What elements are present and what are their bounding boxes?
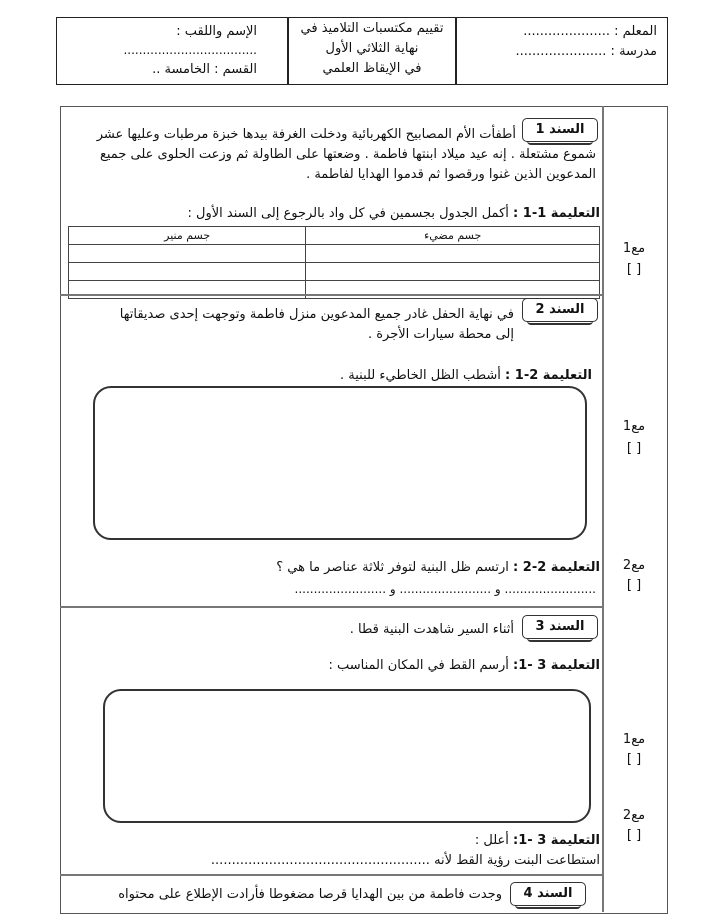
header-divider xyxy=(455,18,457,84)
sanad2-label: السند 2 xyxy=(522,298,598,322)
table-cell[interactable] xyxy=(306,263,600,281)
task2-2-text: ارتسم ظل البنية لتوفر ثلاثة عناصر ما هي ؟ xyxy=(276,560,509,575)
score-bracket[interactable]: [ ] xyxy=(626,262,642,277)
task3-2-label: التعليمة 3 -1: xyxy=(513,833,600,848)
task3-1-label: التعليمة 3 -1: xyxy=(513,658,600,673)
section-divider xyxy=(60,606,602,608)
task1-1 xyxy=(188,206,601,221)
sanad1-line3: المدعوين الذين غنوا ورقصوا ثم قدموا الهدايا لفاطمة . xyxy=(306,167,596,182)
teacher-line: المعلم : ..................... xyxy=(523,24,657,39)
score-criterion: مع1 xyxy=(622,241,646,256)
sanad3-label: السند 3 xyxy=(522,615,598,639)
table-header-row xyxy=(69,227,600,245)
bodies-table xyxy=(68,226,600,299)
header-table xyxy=(56,17,668,85)
score-bracket[interactable]: [ ] xyxy=(626,752,642,767)
sanad4-label: السند 4 xyxy=(510,882,586,906)
table-cell[interactable] xyxy=(69,263,306,281)
task2-1 xyxy=(340,368,592,383)
header-divider xyxy=(287,18,289,84)
sanad3-text: أثناء السير شاهدت البنية قطا . xyxy=(349,622,514,637)
task2-1-text: أشطب الظل الخاطيء للبنية . xyxy=(339,368,501,383)
score-criterion: مع1 xyxy=(622,419,646,434)
task3-2-text: أعلل : xyxy=(474,833,509,848)
section-divider xyxy=(60,874,602,876)
table-row xyxy=(69,263,600,281)
header-teacher-cell xyxy=(457,18,667,84)
score-column-divider xyxy=(602,106,604,912)
task2-2-label: التعليمة 2-2 : xyxy=(513,560,600,575)
score-criterion: مع2 xyxy=(622,808,646,823)
score-bracket[interactable]: [ ] xyxy=(626,828,642,843)
school-line: مدرسة : ...................... xyxy=(515,44,657,59)
score-bracket[interactable]: [ ] xyxy=(626,441,642,456)
sanad1-line1: أطفأت الأم المصابيح الكهربائية ودخلت الغرفة بيدها خبزة مرطبات وعليها عشر xyxy=(96,127,516,142)
score-bracket[interactable]: [ ] xyxy=(626,578,642,593)
table-cell[interactable] xyxy=(306,281,600,299)
table-cell[interactable] xyxy=(69,281,306,299)
table-row xyxy=(69,245,600,263)
cat-drawing-box[interactable] xyxy=(103,689,591,823)
student-name-dots: ................................... xyxy=(123,43,257,57)
task3-2 xyxy=(475,833,600,848)
task2-2 xyxy=(276,560,600,575)
task3-1 xyxy=(328,658,600,673)
header-title-line1: تقييم مكتسبات التلاميذ في xyxy=(300,21,444,36)
task1-1-text: أكمل الجدول بجسمين في كل واد بالرجوع إلى السند الأول : xyxy=(187,206,509,221)
sanad2-line2: إلى محطة سيارات الأجرة . xyxy=(367,327,514,342)
header-student-cell xyxy=(57,18,287,84)
sanad1-line2: شموع مشتعلة . إنه عيد ميلاد ابنتها فاطمة . وضعتها على الطاولة ثم وزعت الحلوى على جميع xyxy=(99,147,596,162)
sanad1-label: السند 1 xyxy=(522,118,598,142)
task1-1-label: التعليمة 1-1 : xyxy=(513,206,600,221)
sanad2-line1: في نهاية الحفل غادر جميع المدعوين منزل فاطمة وتوجهت إحدى صديقاتها xyxy=(119,307,514,322)
col-luminous: جسم مضيء xyxy=(306,227,600,245)
sanad4-text: وجدت فاطمة من بين الهدايا قرصا مضغوطا فأرادت الإطلاع على محتواه xyxy=(118,887,502,902)
col-illuminated: جسم منير xyxy=(69,227,306,245)
header-title-line3: في الإيقاظ العلمي xyxy=(322,61,422,76)
task2-2-blanks[interactable]: ........................ و ........................ و ........................ xyxy=(294,582,596,596)
class-line: القسم : الخامسة .. xyxy=(152,62,257,77)
section-divider xyxy=(60,294,602,296)
task3-2-answer-line[interactable]: استطاعت البنت رؤية القط لأنه ..................................................... xyxy=(210,853,600,868)
table-cell[interactable] xyxy=(69,245,306,263)
header-title-cell xyxy=(289,18,455,84)
score-criterion: مع1 xyxy=(622,732,646,747)
table-cell[interactable] xyxy=(306,245,600,263)
score-criterion: مع2 xyxy=(622,558,646,573)
header-title-line2: نهاية الثلاثي الأول xyxy=(325,41,419,56)
task2-1-label: التعليمة 2-1 : xyxy=(505,368,592,383)
task3-1-text: أرسم القط في المكان المناسب : xyxy=(328,658,509,673)
shadow-drawing-box[interactable] xyxy=(93,386,587,540)
student-name-label: الإسم واللقب : xyxy=(176,24,257,39)
table-row xyxy=(69,281,600,299)
